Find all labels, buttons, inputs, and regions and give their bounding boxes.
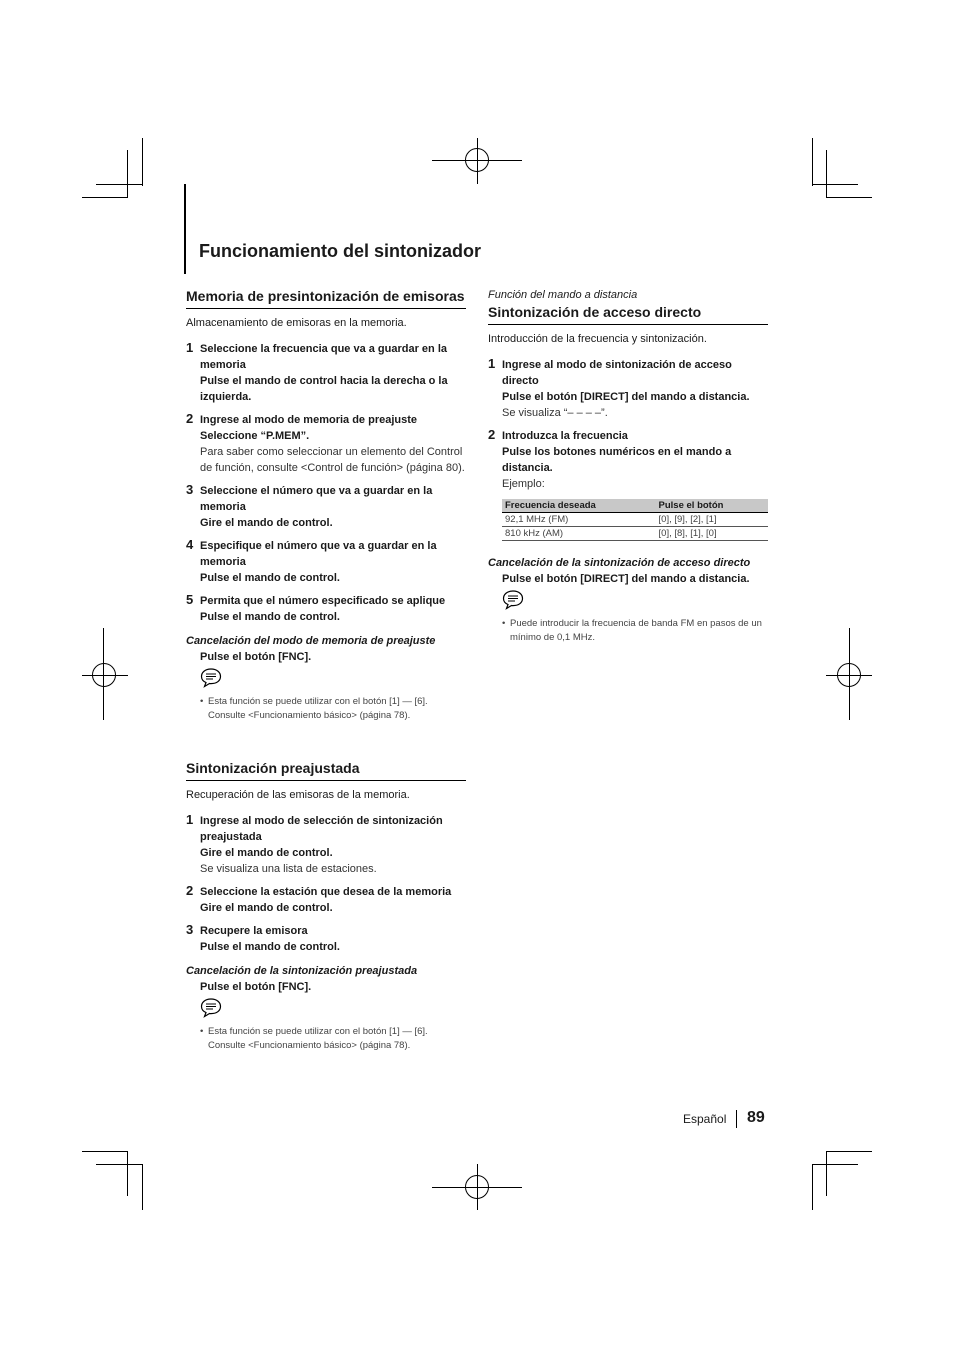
table-cell: [0], [8], [1], [0] <box>656 527 768 541</box>
step-number: 3 <box>186 922 194 937</box>
step-title: Ingrese al modo de memoria de preajuste <box>200 414 418 426</box>
cancel-action: Pulse el botón [DIRECT] del mando a distancia. <box>502 573 750 585</box>
note-text: • Puede introducir la frecuencia de banda FM en pasos de un mínimo de 0,1 MHz. <box>502 618 762 643</box>
step-detail: Se visualiza “– – – –”. <box>502 407 608 419</box>
step-item <box>186 341 466 405</box>
section-intro: Recuperación de las emisoras de la memoria. <box>186 789 410 801</box>
remote-function-tag: Función del mando a distancia <box>488 289 638 301</box>
section-intro: Introducción de la frecuencia y sintonización. <box>488 333 707 345</box>
note-speech-bubble-icon <box>200 668 222 688</box>
step-number: 1 <box>186 812 194 827</box>
step-title: Seleccione la frecuencia que va a guardar en la memoria <box>200 343 448 371</box>
step-item <box>186 813 466 877</box>
step-detail: Para saber como seleccionar un elemento del Control de función, consulte <Control de función> (página 80). <box>200 446 465 474</box>
page-number: 89 <box>747 1109 765 1126</box>
step-number: 2 <box>186 883 194 898</box>
cancel-heading: Cancelación de la sintonización de acceso directo <box>488 557 751 569</box>
step-number: 3 <box>186 482 194 497</box>
note-text: • Esta función se puede utilizar con el botón [1] — [6]. Consulte <Funcionamiento básico> (página 78). <box>200 1026 428 1051</box>
step-title: Recupere la emisora <box>200 925 308 937</box>
step-action: Gire el mando de control. <box>200 847 333 859</box>
section-heading: Memoria de presintonización de emisoras <box>186 287 466 309</box>
table-cell: 810 kHz (AM) <box>502 527 656 541</box>
step-action: Pulse el mando de control hacia la derecha o la izquierda. <box>200 375 448 403</box>
step-title: Ingrese al modo de selección de sintonización preajustada <box>200 815 443 843</box>
step-title: Introduzca la frecuencia <box>502 430 628 442</box>
step-action: Gire el mando de control. <box>200 517 333 529</box>
footer-language: Español <box>683 1112 727 1126</box>
cancel-action: Pulse el botón [FNC]. <box>200 981 312 993</box>
step-title: Seleccione la estación que desea de la memoria <box>200 886 452 898</box>
step-action: Gire el mando de control. <box>200 902 333 914</box>
cancel-heading: Cancelación del modo de memoria de preajuste <box>186 635 436 647</box>
section-heading: Sintonización preajustada <box>186 759 466 781</box>
step-item <box>186 538 466 586</box>
table-cell: [0], [9], [2], [1] <box>656 513 768 527</box>
step-number: 5 <box>186 592 194 607</box>
step-item <box>186 483 466 531</box>
step-item <box>488 357 768 421</box>
section-heading: Sintonización de acceso directo <box>488 303 768 325</box>
step-action: Pulse el mando de control. <box>200 941 340 953</box>
right-column <box>488 287 768 645</box>
left-column <box>186 287 466 1053</box>
section-preset-memory <box>186 287 466 723</box>
page-title: Funcionamiento del sintonizador <box>199 241 482 261</box>
step-number: 1 <box>186 340 194 355</box>
cancel-heading: Cancelación de la sintonización preajustada <box>186 965 418 977</box>
step-item <box>186 593 466 625</box>
section-intro: Almacenamiento de emisoras en la memoria. <box>186 317 407 329</box>
step-title: Ingrese al modo de sintonización de acceso directo <box>502 359 732 387</box>
step-number: 4 <box>186 537 194 552</box>
step-item <box>186 412 466 476</box>
section-preset-tuning <box>186 759 466 1053</box>
note-speech-bubble-icon <box>502 590 524 610</box>
step-action: Pulse los botones numéricos en el mando a distancia. <box>502 446 732 474</box>
cancel-action: Pulse el botón [FNC]. <box>200 651 312 663</box>
note-speech-bubble-icon <box>200 998 222 1018</box>
step-action: Pulse el mando de control. <box>200 572 340 584</box>
step-title: Especifique el número que va a guardar en la memoria <box>200 540 437 568</box>
step-detail: Ejemplo: <box>502 478 545 490</box>
table-header: Pulse el botón <box>656 499 768 513</box>
step-number: 2 <box>186 411 194 426</box>
table-row <box>502 527 768 541</box>
step-detail: Se visualiza una lista de estaciones. <box>200 863 377 875</box>
step-number: 2 <box>488 427 496 442</box>
step-item <box>186 923 466 955</box>
step-item <box>488 428 768 492</box>
table-header: Frecuencia deseada <box>502 499 656 513</box>
step-action: Seleccione “P.MEM”. <box>200 430 310 442</box>
table-cell: 92,1 MHz (FM) <box>502 513 656 527</box>
example-table <box>502 499 768 541</box>
title-bar <box>184 184 186 274</box>
table-row <box>502 513 768 527</box>
step-action: Pulse el botón [DIRECT] del mando a distancia. <box>502 391 750 403</box>
footer-separator <box>736 1110 737 1128</box>
step-action: Pulse el mando de control. <box>200 611 340 623</box>
step-item <box>186 884 466 916</box>
step-title: Permita que el número especificado se aplique <box>200 595 446 607</box>
note-text: • Esta función se puede utilizar con el botón [1] — [6]. Consulte <Funcionamiento básico> (página 78). <box>200 696 428 721</box>
step-number: 1 <box>488 356 496 371</box>
step-title: Seleccione el número que va a guardar en la memoria <box>200 485 433 513</box>
